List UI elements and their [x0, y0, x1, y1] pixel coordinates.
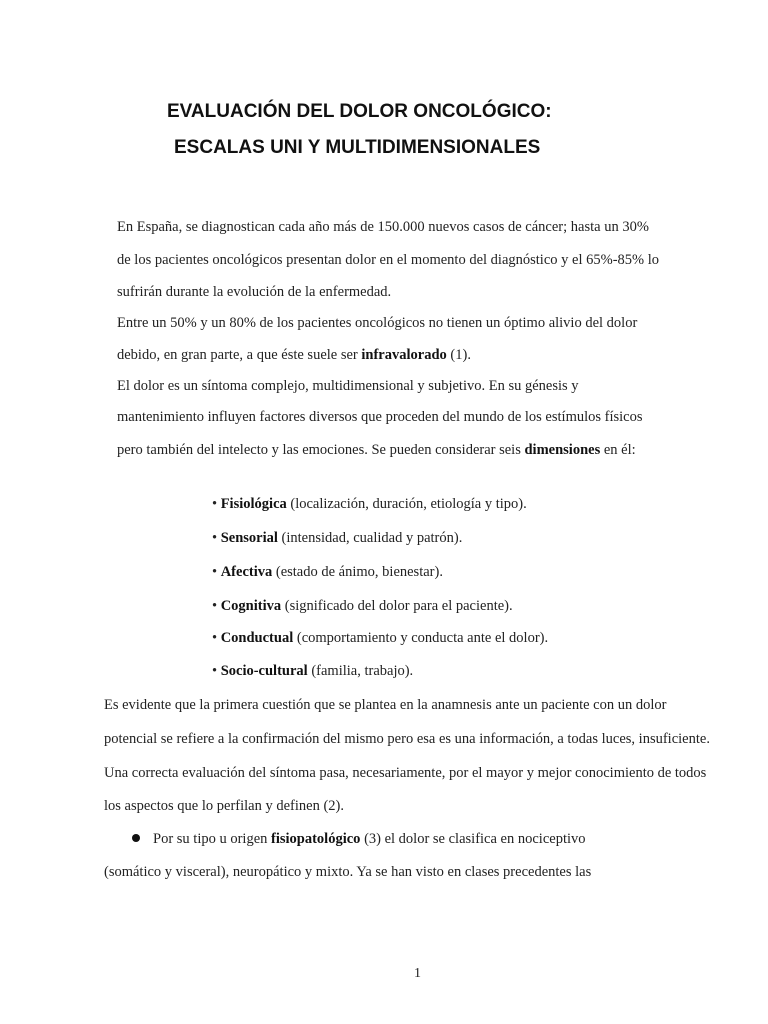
dimension-item: • Conductual (comportamiento y conducta ante el dolor).	[212, 630, 549, 646]
term-infravalorado: infravalorado	[361, 347, 447, 363]
para2-line-4: los aspectos que lo perfilan y definen (2).	[104, 798, 344, 814]
para3-line-1	[153, 830, 586, 848]
bullet-dot-icon	[132, 834, 140, 842]
dimension-item: • Fisiológica (localización, duración, etiología y tipo).	[212, 496, 527, 512]
intro-line-5-text: debido, en gran parte, a que éste suele ser	[117, 347, 362, 363]
intro-line-1: En España, se diagnostican cada año más de 150.000 nuevos casos de cáncer; hasta un 30%	[117, 219, 649, 235]
dimension-item: • Socio-cultural (familia, trabajo).	[212, 663, 414, 679]
dimension-item: • Afectiva (estado de ánimo, bienestar).	[212, 564, 443, 580]
intro-line-3: sufrirán durante la evolución de la enfermedad.	[117, 284, 392, 300]
para3-line-1-end: (3) el dolor se clasifica en nociceptivo	[360, 831, 586, 847]
para3-line-1-text: Por su tipo u origen	[153, 831, 272, 847]
intro-line-7: mantenimiento influyen factores diversos que proceden del mundo de los estímulos físicos	[117, 409, 643, 425]
term-fisiopatologico: fisiopatológico	[271, 831, 361, 847]
dimension-item: • Sensorial (intensidad, cualidad y patrón).	[212, 530, 463, 546]
para2-line-2: potencial se refiere a la confirmación del mismo pero esa es una información, a todas luces, insuficiente.	[104, 731, 710, 747]
intro-line-8	[117, 441, 636, 459]
para3-line-2: (somático y visceral), neuropático y mixto. Ya se han visto en clases precedentes las	[104, 864, 592, 880]
intro-line-5	[117, 346, 471, 364]
title-line-1: EVALUACIÓN DEL DOLOR ONCOLÓGICO:	[167, 101, 552, 122]
citation-1: (1).	[446, 347, 471, 363]
para2-line-3: Una correcta evaluación del síntoma pasa, necesariamente, por el mayor y mejor conocimiento de todos	[104, 765, 707, 781]
intro-line-4: Entre un 50% y un 80% de los pacientes oncológicos no tienen un óptimo alivio del dolor	[117, 315, 638, 331]
para2-line-1: Es evidente que la primera cuestión que se plantea en la anamnesis ante un paciente con un dolor	[104, 697, 667, 713]
page-number: 1	[414, 966, 421, 981]
intro-line-2: de los pacientes oncológicos presentan dolor en el momento del diagnóstico y el 65%-85% lo	[117, 252, 660, 268]
term-dimensiones: dimensiones	[524, 442, 601, 458]
title-line-2: ESCALAS UNI Y MULTIDIMENSIONALES	[174, 137, 541, 158]
dimension-item: • Cognitiva (significado del dolor para el paciente).	[212, 598, 513, 614]
intro-line-8-end: en él:	[600, 442, 636, 458]
intro-line-6: El dolor es un síntoma complejo, multidimensional y subjetivo. En su génesis y	[117, 378, 579, 394]
intro-line-8-text: pero también del intelecto y las emociones. Se pueden considerar seis	[117, 442, 525, 458]
